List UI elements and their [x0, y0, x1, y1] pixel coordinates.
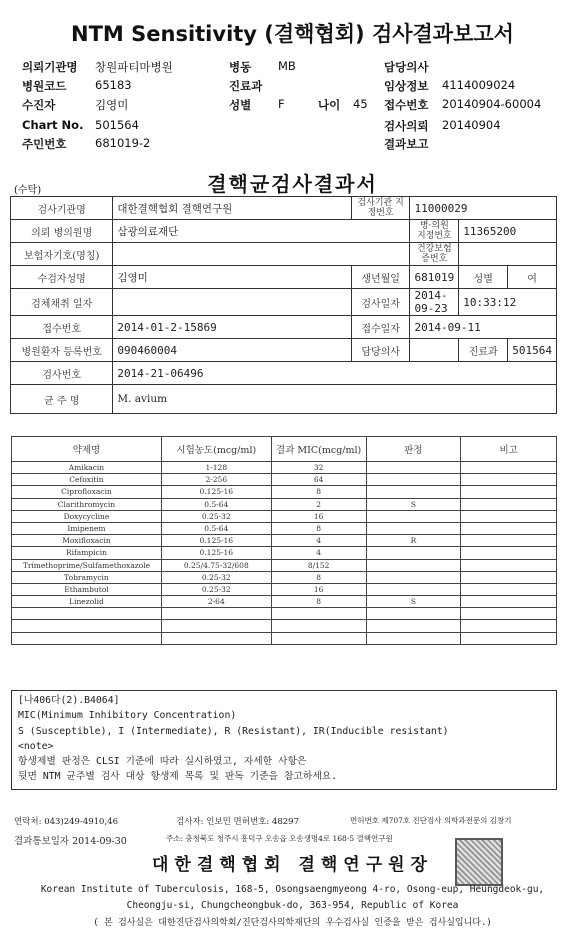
table-row: [12, 462, 557, 474]
table-row: [12, 474, 557, 486]
chart-value: 501564: [95, 118, 139, 132]
insur-label: 보험자기호(명칭): [11, 243, 113, 266]
note-line: [나406다(2).B4064]: [18, 695, 120, 706]
receipt-label: 접수번호: [384, 98, 429, 112]
receipt-value: 20140904-60004: [442, 97, 542, 111]
recv-date-label: 접수일자: [351, 316, 410, 339]
interpretation: [366, 547, 461, 559]
col-interp: 판정: [366, 437, 461, 462]
remark: [461, 498, 557, 510]
test-range: [161, 632, 271, 644]
mic-result: [271, 632, 366, 644]
col-range: 시험농도(mcg/ml): [161, 437, 271, 462]
certification-note: ( 본 검사실은 대한진단검사의학회/진단검사의학재단의 우수검사실 인증을 받은 검사실입니다.): [93, 918, 492, 928]
interpretation: [366, 474, 461, 486]
test-range: 0.125-16: [161, 535, 271, 547]
remark: [461, 486, 557, 498]
insur-value: [113, 243, 410, 266]
test-range: 0.25-32: [161, 571, 271, 583]
mic-result: 4: [271, 535, 366, 547]
remark: [461, 596, 557, 608]
table-row: [12, 632, 557, 644]
sex-label: 성별: [229, 98, 252, 112]
table-row: [12, 510, 557, 522]
drug-name: Amikacin: [12, 462, 162, 474]
remark: [461, 620, 557, 632]
mic-result: 4: [271, 547, 366, 559]
test-range: 2-64: [161, 596, 271, 608]
exam-no-label: 검사번호: [11, 362, 113, 385]
birth-value: 681019: [410, 266, 459, 289]
recv-no-value: 2014-01-2-15869: [113, 316, 351, 339]
table-row: [11, 220, 557, 243]
hosp-no-value: 11365200: [459, 220, 557, 243]
drug-name: Linezolid: [12, 596, 162, 608]
english-address-1: Korean Institute of Tuberculosis, 168-5, Osongsaengmyeong 4-ro, Osong-eup, Heungdeok-gu,: [40, 884, 545, 895]
request-value: 20140904: [442, 118, 501, 132]
remark: [461, 608, 557, 620]
inst-no-value: 11000029: [410, 197, 557, 220]
header-info: [22, 59, 572, 154]
remark: [461, 535, 557, 547]
table-row: [12, 596, 557, 608]
notes-box: [11, 690, 557, 790]
table-row: [12, 608, 557, 620]
doctor-label2: 담당의사: [351, 339, 410, 362]
interpretation: S: [366, 596, 461, 608]
mic-result: 8/152: [271, 559, 366, 571]
mic-result: 16: [271, 583, 366, 595]
drug-name: Clarithromycin: [12, 498, 162, 510]
table-row: [11, 385, 557, 414]
resident-label: 주민번호: [22, 137, 67, 151]
mic-result: 8: [271, 571, 366, 583]
species-value: M. avium: [113, 385, 557, 414]
hospital-label: 의뢰기관명: [22, 60, 78, 74]
interpretation: R: [366, 535, 461, 547]
collect-value: [113, 289, 351, 316]
table-row: [11, 289, 557, 316]
sex-value: F: [278, 97, 285, 111]
patient-label: 수진자: [22, 98, 56, 112]
clinical-label: 임상정보: [384, 79, 429, 93]
english-address-2: Cheongju-si, Chungcheongbuk-do, 363-954, Republic of Korea: [126, 900, 459, 911]
resident-value: 681019-2: [95, 136, 151, 150]
report-label: 결과보고: [384, 137, 429, 151]
interpretation: S: [366, 498, 461, 510]
interpretation: [366, 486, 461, 498]
test-range: 0.25-32: [161, 583, 271, 595]
drug-sensitivity-table: [11, 436, 557, 645]
dept-value2: 501564: [508, 339, 557, 362]
reg-label: 병원환자 등록번호: [11, 339, 113, 362]
table-row: [11, 339, 557, 362]
official-seal: [455, 838, 503, 886]
contact: 연락처: 043)249-4910,46: [14, 817, 118, 827]
exam-date-label: 검사일자: [351, 289, 410, 316]
note-line: 뒷면 NTM 균주별 검사 대상 항생제 목록 및 판독 기준을 참고하세요.: [18, 771, 338, 783]
name-value: 김영미: [113, 266, 351, 289]
drug-name: Cefoxitin: [12, 474, 162, 486]
recv-date-value: 2014-09-11: [410, 316, 557, 339]
collect-label: 검체채취 일자: [11, 289, 113, 316]
drug-name: Rifampicin: [12, 547, 162, 559]
interpretation: [366, 510, 461, 522]
remark: [461, 583, 557, 595]
mic-result: 32: [271, 462, 366, 474]
table-row: [12, 583, 557, 595]
inst-no-label: 검사기관 지정번호: [351, 197, 410, 220]
interpretation: [366, 559, 461, 571]
health-label: 건강보험 증번호: [410, 243, 459, 266]
table-row: [12, 486, 557, 498]
remark: [461, 547, 557, 559]
org-name: 대한결핵협회 결핵연구원장: [152, 855, 433, 875]
drug-name: [12, 608, 162, 620]
drug-name: Ethambutol: [12, 583, 162, 595]
table-row: [12, 522, 557, 534]
dept-label2: 진료과: [459, 339, 508, 362]
table-row: [12, 620, 557, 632]
mic-result: 8: [271, 596, 366, 608]
remark: [461, 632, 557, 644]
table-header-row: [12, 437, 557, 462]
doctor-value2: [410, 339, 459, 362]
license: 면허번호 제707호 진단검사 의학과전문의 김창기: [350, 816, 512, 825]
address: 주소: 충청북도 청주시 흥덕구 오송읍 오송생명4로 168-5 결핵연구원: [166, 834, 393, 843]
patient-value: 김영미: [95, 98, 129, 112]
hosp-no-label: 병·의원 지정번호: [410, 220, 459, 243]
code-value: 65183: [95, 78, 132, 92]
mic-result: 16: [271, 510, 366, 522]
drug-name: [12, 632, 162, 644]
age-value: 45: [353, 97, 368, 111]
exam-no-value: 2014-21-06496: [113, 362, 557, 385]
patient-info-table: [10, 196, 557, 414]
test-range: 2-256: [161, 474, 271, 486]
exam-time-value: 10:33:12: [459, 289, 557, 316]
name-label: 수검자성명: [11, 266, 113, 289]
mic-result: 64: [271, 474, 366, 486]
req-hosp-value: 삼광의료재단: [113, 220, 410, 243]
receipt-tag: (수탁): [14, 185, 42, 196]
clinical-value: 4114009024: [442, 78, 516, 92]
species-label: 균 주 명: [11, 385, 113, 414]
note-line: <note>: [18, 740, 54, 752]
col-drug: 약제명: [12, 437, 162, 462]
note-line: S (Susceptible), I (Intermediate), R (Resistant), IR(Inducible resistant): [18, 725, 449, 737]
interpretation: [366, 583, 461, 595]
mic-result: [271, 620, 366, 632]
remark: [461, 522, 557, 534]
ward-label: 병동: [229, 60, 252, 74]
inst-label: 검사기관명: [11, 197, 113, 220]
table-row: [12, 559, 557, 571]
interpretation: [366, 571, 461, 583]
hospital-value: 창원파티마병원: [95, 60, 173, 74]
examiner: 검사자: 인보민 면허번호: 48297: [176, 817, 299, 827]
test-range: 0.125-16: [161, 547, 271, 559]
table-row: [11, 266, 557, 289]
remark: [461, 559, 557, 571]
drug-name: Doxycycline: [12, 510, 162, 522]
recv-no-label: 접수번호: [11, 316, 113, 339]
birth-label: 생년월일: [351, 266, 410, 289]
drug-name: Moxifloxacin: [12, 535, 162, 547]
test-range: 1-128: [161, 462, 271, 474]
chart-label: Chart No.: [22, 118, 84, 132]
col-mic: 결과 MIC(mcg/ml): [271, 437, 366, 462]
test-range: 0.25-32: [161, 510, 271, 522]
inst-value: 대한결핵협회 결핵연구원: [113, 197, 351, 220]
col-remark: 비고: [461, 437, 557, 462]
table-row: [12, 498, 557, 510]
reg-value: 090460004: [113, 339, 351, 362]
table-row: [12, 571, 557, 583]
request-label: 검사의뢰: [384, 119, 429, 133]
table-row: [11, 362, 557, 385]
test-range: 0.125-16: [161, 486, 271, 498]
remark: [461, 474, 557, 486]
test-range: 0.5-64: [161, 498, 271, 510]
doctor-label: 담당의사: [384, 60, 429, 74]
interpretation: [366, 620, 461, 632]
remark: [461, 510, 557, 522]
mic-result: 8: [271, 486, 366, 498]
exam-date-value: 2014-09-23: [410, 289, 459, 316]
mic-result: 2: [271, 498, 366, 510]
test-range: [161, 620, 271, 632]
test-range: 0.25/4.75-32/608: [161, 559, 271, 571]
drug-name: Imipenem: [12, 522, 162, 534]
code-label: 병원코드: [22, 79, 67, 93]
interpretation: [366, 608, 461, 620]
dept-label: 진료과: [229, 79, 263, 93]
table-row: [11, 197, 557, 220]
req-hosp-label: 의뢰 병의원명: [11, 220, 113, 243]
table-row: [11, 316, 557, 339]
note-line: MIC(Minimum Inhibitory Concentration): [18, 710, 237, 722]
note-line: 항생제별 판정은 CLSI 기준에 따라 실시하였고, 자세한 사항은: [18, 756, 307, 768]
report-date: 결과통보일자 2014-09-30: [14, 836, 127, 847]
mic-result: [271, 608, 366, 620]
test-range: [161, 608, 271, 620]
interpretation: [366, 462, 461, 474]
mic-result: 8: [271, 522, 366, 534]
drug-name: Ciprofloxacin: [12, 486, 162, 498]
interpretation: [366, 632, 461, 644]
ward-value: MB: [278, 59, 296, 73]
sex-value2: 여: [508, 266, 557, 289]
table-row: [11, 243, 557, 266]
table-row: [12, 535, 557, 547]
remark: [461, 571, 557, 583]
drug-name: Trimethoprime/Sulfamethoxazole: [12, 559, 162, 571]
page-title: NTM Sensitivity (결핵협회) 검사결과보고서: [71, 22, 514, 46]
test-range: 0.5-64: [161, 522, 271, 534]
drug-name: [12, 620, 162, 632]
interpretation: [366, 522, 461, 534]
table-row: [12, 547, 557, 559]
drug-name: Tobramycin: [12, 571, 162, 583]
sex-label2: 성별: [459, 266, 508, 289]
remark: [461, 462, 557, 474]
health-value: [459, 243, 557, 266]
age-label: 나이: [318, 98, 341, 112]
report-title: 결핵균검사결과서: [207, 172, 378, 196]
